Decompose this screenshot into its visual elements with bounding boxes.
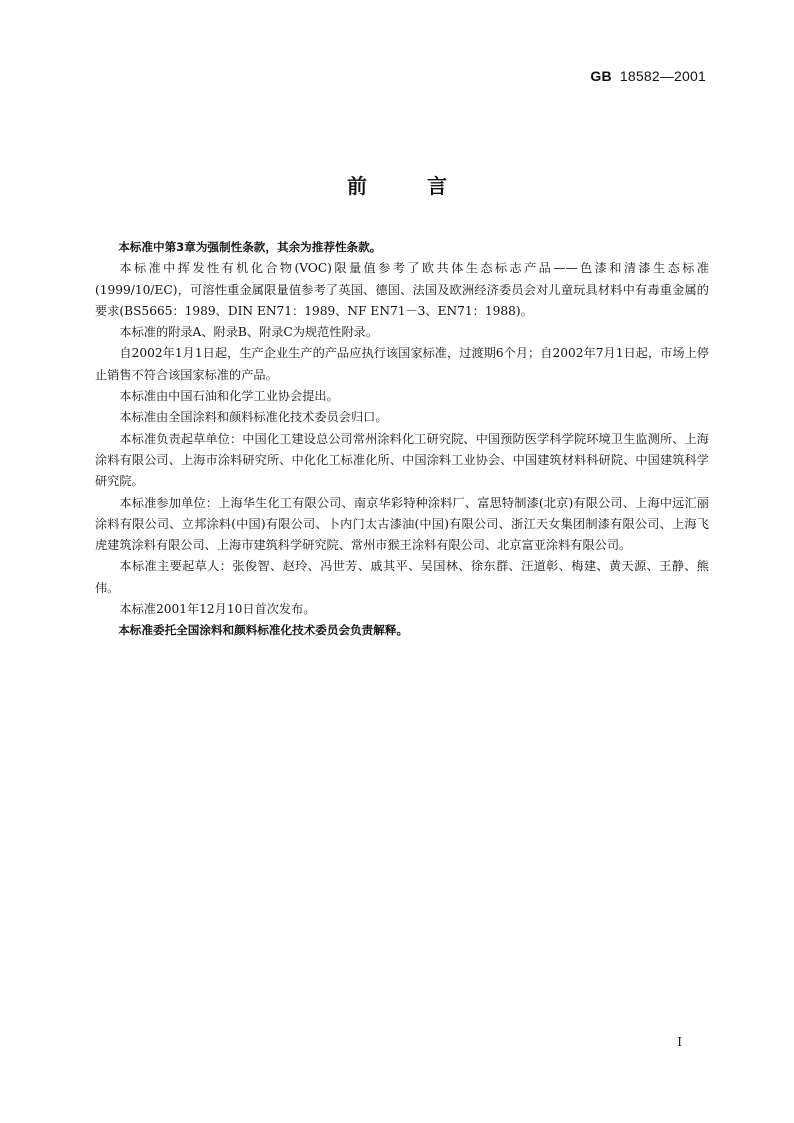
- page-title: 前言: [347, 174, 507, 198]
- paragraph-drafting-units: 本标准负责起草单位：中国化工建设总公司常州涂料化工研究院、中国预防医学科学院环境卫生监测所、上海涂料有限公司、上海市涂料研究所、中化化工标准化所、中国涂料工业协会、中国建筑材料科研院、中国建筑科学研究院。: [95, 431, 709, 489]
- paragraph-effective-date: 自2002年1月1日起，生产企业生产的产品应执行该国家标准，过渡期6个月；自2002年7月1日起，市场上停止销售不符合该国家标准的产品。: [95, 346, 709, 382]
- paragraph-first-release: 本标准2001年12月10日首次发布。: [119, 602, 316, 617]
- paragraph-appendices: 本标准的附录A、附录B、附录C为规范性附录。: [119, 325, 379, 340]
- foreword-body: [95, 237, 709, 642]
- paragraph-voc-reference: 本标准中挥发性有机化合物(VOC)限量值参考了欧共体生态标志产品——色漆和清漆生态标准(1999/10/EC)，可溶性重金属限量值参考了英国、德国、法国及欧洲经济委员会对儿童玩具材料中有毒重金属的要求(BS5665：1989、DIN EN71：1989、NF EN71－3、EN71：1988)。: [95, 261, 709, 318]
- paragraph-centralized-by: 本标准由全国涂料和颜料标准化技术委员会归口。: [119, 410, 388, 425]
- paragraph-main-drafters: 本标准主要起草人：张俊智、赵玲、冯世芳、戚其平、吴国林、徐东群、汪道彰、梅建、黄天源、王静、熊伟。: [95, 559, 709, 595]
- paragraph-interpretation: 本标准委托全国涂料和颜料标准化技术委员会负责解释。: [118, 623, 409, 638]
- page-number: I: [677, 1035, 682, 1049]
- standard-code: GB: [590, 68, 612, 84]
- paragraph-mandatory-clauses: 本标准中第3章为强制性条款，其余为推荐性条款。: [118, 240, 382, 254]
- paragraph-proposed-by: 本标准由中国石油和化学工业协会提出。: [119, 389, 339, 404]
- page-header: [590, 68, 706, 84]
- paragraph-participating-units: 本标准参加单位：上海华生化工有限公司、南京华彩特种涂料厂、富思特制漆(北京)有限公司、上海中远汇丽涂料有限公司、立邦涂料(中国)有限公司、卜内门太古漆油(中国)有限公司、浙江天女集团制漆有限公司、上海飞虎建筑涂料有限公司、上海市建筑科学研究院、常州市猴王涂料有限公司、北京富亚涂料有限公司。: [95, 495, 709, 553]
- standard-number: 18582—2001: [619, 68, 706, 84]
